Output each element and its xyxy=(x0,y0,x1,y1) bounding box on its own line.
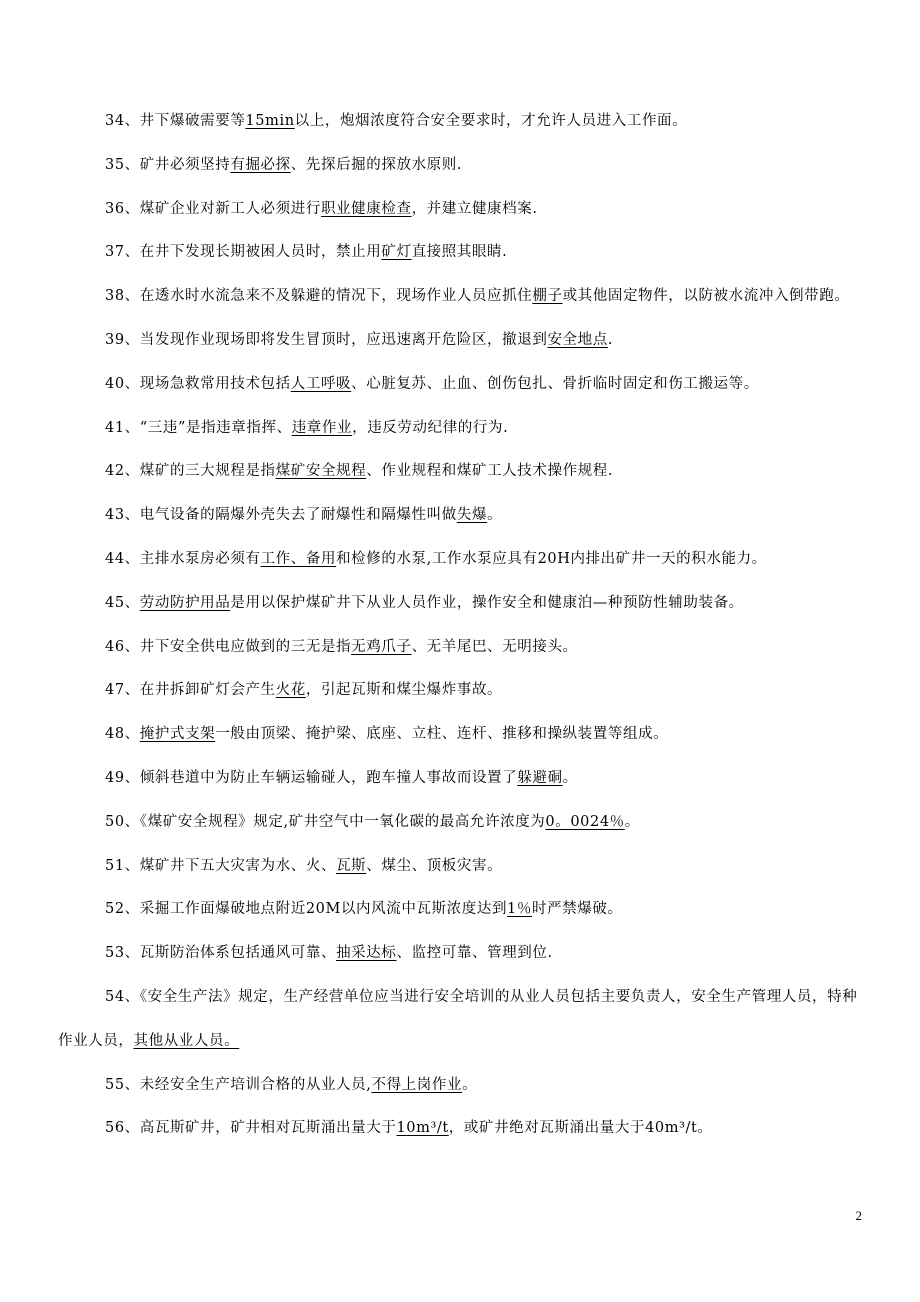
question-text: 49、倾斜巷道中为防止车辆运输碰人，跑车撞人事故而设置了 xyxy=(105,769,518,786)
question-text: 是用以保护煤矿井下从业人员作业，操作安全和健康泊—种预防性辅助装备。 xyxy=(230,594,744,611)
answer-blank: 劳动防护用品 xyxy=(139,594,231,611)
question-item xyxy=(58,319,868,363)
answer-blank: 有掘必探 xyxy=(230,156,291,173)
question-item xyxy=(58,450,868,494)
answer-blank: 抽采达标 xyxy=(336,945,397,962)
question-text: 、作业规程和煤矿工人技术操作规程. xyxy=(366,463,614,480)
question-item xyxy=(58,626,868,670)
answer-blank: 无鸡爪子 xyxy=(351,638,412,655)
answer-blank: 矿灯 xyxy=(381,244,412,261)
question-text: 、监控可靠、管理到位. xyxy=(396,945,553,962)
question-item xyxy=(58,1064,868,1108)
question-item xyxy=(58,407,868,451)
question-text: 、煤尘、顶板灾害。 xyxy=(366,857,503,874)
question-item xyxy=(58,231,868,275)
question-text: 、心脏复苏、止血、创伤包扎、骨折临时固定和伤工搬运等。 xyxy=(351,375,759,392)
question-text: 34、井下爆破需要等 xyxy=(105,113,246,129)
question-item xyxy=(58,494,868,538)
answer-blank: 职业健康检查 xyxy=(320,200,412,217)
answer-blank: 火花 xyxy=(275,682,306,699)
question-text: 40、现场急救常用技术包括 xyxy=(105,375,291,392)
answer-blank: 掩护式支架 xyxy=(139,726,216,743)
question-list xyxy=(58,100,868,1151)
question-text: 48、 xyxy=(105,726,140,743)
question-item xyxy=(58,932,868,976)
answer-blank: 1％ xyxy=(507,901,532,918)
question-text: 或其他固定物件，以防被水流冲入倒带跑。 xyxy=(562,288,850,305)
question-text: 39、当发现作业现场即将发生冒顶时，应迅速离开危险区，撤退到 xyxy=(105,331,548,348)
answer-blank: 煤矿安全规程 xyxy=(275,463,367,480)
question-text: 42、煤矿的三大规程是指 xyxy=(105,463,276,480)
question-text: 和检修的水泵,工作水泵应具有20H内排出矿井一天的积水能力。 xyxy=(336,550,767,567)
question-text: 。 xyxy=(562,769,578,786)
answer-blank: 工作、备用 xyxy=(260,550,337,567)
question-item xyxy=(58,188,868,232)
answer-blank: 失爆 xyxy=(456,507,488,524)
question-text: 35、矿井必须坚持 xyxy=(105,156,231,173)
question-item xyxy=(58,757,868,801)
question-text: 、无羊尾巴、无明接头。 xyxy=(411,638,578,655)
answer-blank: 15min xyxy=(245,113,295,129)
question-text: 直接照其眼睛. xyxy=(411,244,508,261)
answer-blank: 安全地点 xyxy=(547,331,608,348)
question-text: 52、采掘工作面爆破地点附近20M以内风流中瓦斯浓度达到 xyxy=(105,901,508,918)
question-text: . xyxy=(607,331,614,348)
question-item xyxy=(58,363,868,407)
question-item xyxy=(58,275,868,319)
question-item xyxy=(58,538,868,582)
question-text: ，并建立健康档案. xyxy=(411,200,538,217)
question-text: 。 xyxy=(487,507,503,524)
question-text: 47、在井拆卸矿灯会产生 xyxy=(105,682,276,699)
question-text: ，引起瓦斯和煤尘爆炸事故。 xyxy=(305,682,503,699)
question-text: 56、高瓦斯矿井，矿井相对瓦斯涌出量大于 xyxy=(105,1120,397,1137)
answer-blank: 10m³/t xyxy=(396,1120,449,1137)
question-item xyxy=(58,100,868,144)
question-item xyxy=(58,801,868,845)
question-item xyxy=(58,976,868,1064)
question-text: 时严禁爆破。 xyxy=(531,901,623,918)
question-text: 、先探后掘的探放水原则. xyxy=(290,156,463,173)
question-text: ，或矿井绝对瓦斯涌出量大于40m³/t。 xyxy=(448,1120,713,1137)
question-item xyxy=(58,669,868,713)
answer-blank: 不得上岗作业 xyxy=(371,1076,463,1093)
question-item xyxy=(58,1107,868,1151)
question-item xyxy=(58,888,868,932)
question-item xyxy=(58,582,868,626)
question-text: 55、未经安全生产培训合格的从业人员, xyxy=(105,1076,372,1093)
answer-blank: 违章作业 xyxy=(291,419,353,436)
question-item xyxy=(58,144,868,188)
question-text: ，违反劳动纪律的行为. xyxy=(352,419,509,436)
answer-blank: 棚子 xyxy=(532,288,563,305)
question-text: 36、煤矿企业对新工人必须进行 xyxy=(105,200,321,217)
question-text: 51、煤矿井下五大灾害为水、火、 xyxy=(105,857,337,874)
question-text: 37、在井下发现长期被困人员时，禁止用 xyxy=(105,244,382,261)
question-text: 以上，炮烟浓度符合安全要求时，才允许人员进入工作面。 xyxy=(294,113,688,129)
question-text: 53、瓦斯防治体系包括通风可靠、 xyxy=(105,945,337,962)
question-text: 。 xyxy=(462,1076,478,1093)
page-number: 2 xyxy=(855,1208,862,1223)
question-text: 50、《煤矿安全规程》规定,矿井空气中一氧化碳的最高允许浓度为 xyxy=(105,813,546,830)
question-text: 45、 xyxy=(105,594,140,611)
answer-blank: 瓦斯 xyxy=(336,857,367,874)
question-text: 38、在透水时水流急来不及躲避的情况下，现场作业人员应抓住 xyxy=(105,288,533,305)
question-text: 46、井下安全供电应做到的三无是指 xyxy=(105,638,352,655)
question-text: 41、“三违”是指违章指挥、 xyxy=(105,419,292,436)
answer-blank: 0。0024％ xyxy=(545,813,625,830)
question-text: 54、《安全生产法》规定，生产经营单位应当进行安全培训的从业人员包括主要负责人，安全生产管理人员，特种作业人员， xyxy=(58,988,858,1049)
answer-blank: 人工呼吸 xyxy=(290,375,352,392)
question-item xyxy=(58,845,868,889)
answer-blank: 躲避硐 xyxy=(517,769,563,786)
answer-blank: 其他从业人员。 xyxy=(133,1032,240,1049)
question-item xyxy=(58,713,868,757)
question-text: 44、主排水泵房必须有 xyxy=(105,550,261,567)
question-text: 43、电气设备的隔爆外壳失去了耐爆性和隔爆性叫做 xyxy=(105,507,457,524)
question-text: 一般由顶梁、掩护梁、底座、立柱、连杆、推移和操纵装置等组成。 xyxy=(215,726,669,743)
question-text: 。 xyxy=(624,813,640,830)
